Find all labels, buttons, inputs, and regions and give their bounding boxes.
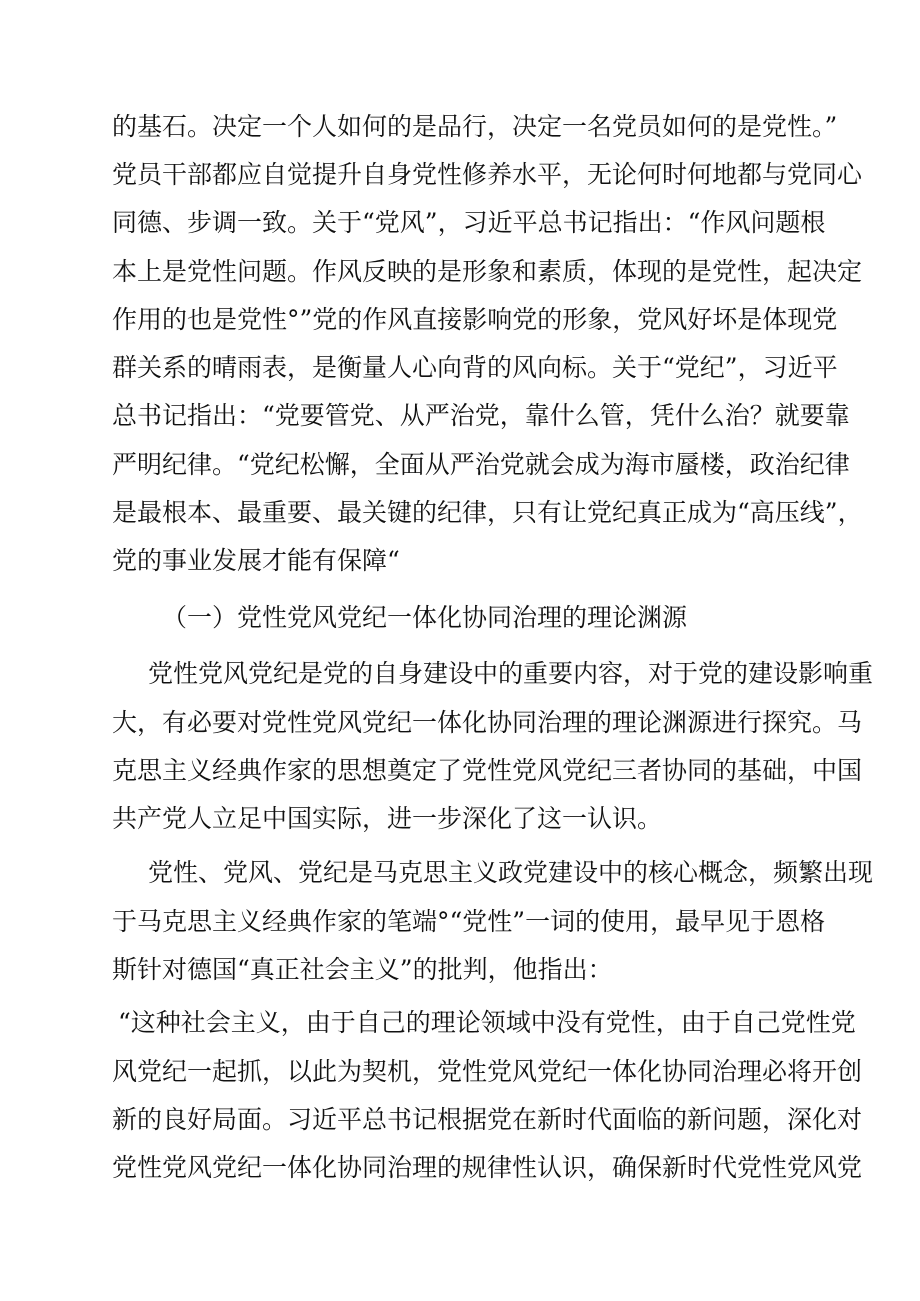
text-line: 总书记指出：“党要管党、从严治党，靠什么管，凭什么治？就要靠 — [112, 401, 850, 430]
paragraph-first-line: 党性党风党纪是党的自身建设中的重要内容，对于党的建设影响重 — [148, 659, 874, 688]
text-line: 于马克思主义经典作家的笔端°“党性”一词的使用，最早见于恩格 — [112, 907, 826, 936]
quote-line: “这种社会主义，由于自己的理论领域中没有党性，由于自己党性党 — [118, 1008, 856, 1037]
paragraph-first-line: 党性、党风、党纪是马克思主义政党建设中的核心概念，频繁出现 — [148, 858, 874, 887]
text-line: 本上是党性问题。作风反映的是形象和素质，体现的是党性，起决定 — [112, 257, 863, 286]
text-line: 严明纪律。“党纪松懈，全面从严治党就会成为海市蜃楼，政治纪律 — [112, 450, 850, 479]
section-heading: （一）党性党风党纪一体化协同治理的理论渊源 — [162, 603, 688, 632]
text-line: 斯针对德国“真正社会主义”的批判，他指出： — [112, 955, 613, 984]
text-line: 风党纪一起抓，以此为契机，党性党风党纪一体化协同治理必将开创 — [112, 1057, 863, 1086]
text-line: 共产党人立足中国实际，进一步深化了这一认识。 — [112, 804, 663, 833]
text-line: 新的良好局面。习近平总书记根据党在新时代面临的新问题，深化对 — [112, 1105, 863, 1134]
text-line: 党员干部都应自觉提升自身党性修养水平，无论何时何地都与党同心 — [112, 160, 863, 189]
text-line: 党性党风党纪一体化协同治理的规律性认识，确保新时代党性党风党 — [112, 1153, 863, 1182]
text-line: 克思主义经典作家的思想奠定了党性党风党纪三者协同的基础，中国 — [112, 756, 863, 785]
text-line: 大，有必要对党性党风党纪一体化协同治理的理论渊源进行探究。马 — [112, 708, 863, 737]
text-line: 是最根本、最重要、最关键的纪律，只有让党纪真正成为“高压线”， — [112, 498, 863, 527]
text-line: 同德、步调一致。关于“党风”，习近平总书记指出：“作风问题根 — [112, 208, 826, 237]
text-line: 党的事业发展才能有保障“ — [112, 546, 400, 575]
text-line: 作用的也是党性°”党的作风直接影响党的形象，党风好坏是体现党 — [112, 305, 838, 334]
text-line: 群关系的晴雨表，是衡量人心向背的风向标。关于“党纪”，习近平 — [112, 353, 838, 382]
text-line: 的基石。决定一个人如何的是品行，决定一名党员如何的是党性。” — [112, 112, 838, 141]
